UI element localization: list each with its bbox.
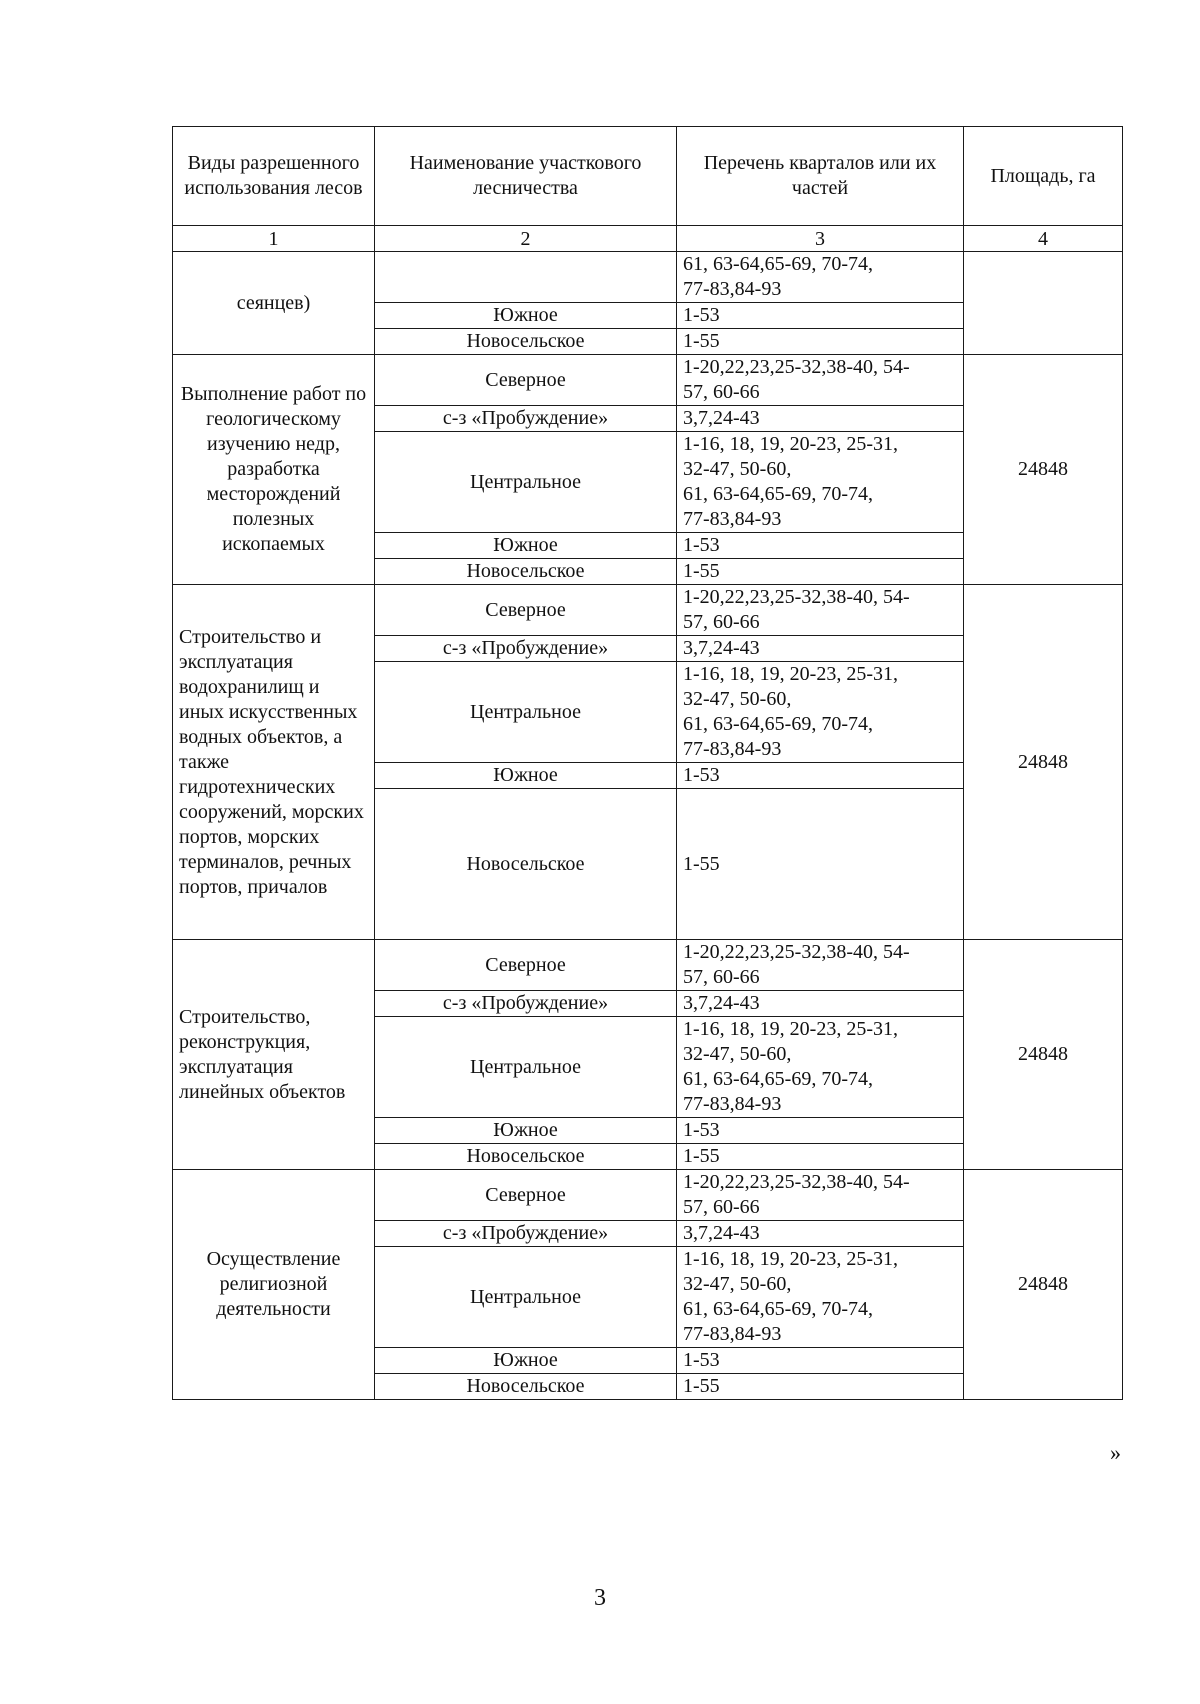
area-cell: 24848 bbox=[964, 1170, 1123, 1400]
quarters-cell: 1-20,22,23,25-32,38-40, 54- 57, 60-66 bbox=[677, 585, 964, 636]
quarters-cell: 1-16, 18, 19, 20-23, 25-31, 32-47, 50-60, 61, 63-64,65-69, 70-74, 77-83,84-93 bbox=[677, 432, 964, 533]
quarters-cell: 1-20,22,23,25-32,38-40, 54- 57, 60-66 bbox=[677, 355, 964, 406]
column-number: 1 bbox=[173, 226, 375, 252]
forestry-name-cell: Центральное bbox=[375, 432, 677, 533]
forestry-name-cell: Южное bbox=[375, 533, 677, 559]
forestry-name-cell bbox=[375, 252, 677, 303]
area-cell: 24848 bbox=[964, 355, 1123, 585]
table-body bbox=[173, 252, 1123, 1400]
area-cell bbox=[964, 252, 1123, 355]
use-type-cell: Строительство и эксплуатация водохранилищ и иных искусственных водных объектов, а также гидротехнических сооружений, морских портов, морских терминалов, речных портов, причалов bbox=[173, 585, 375, 940]
column-number: 2 bbox=[375, 226, 677, 252]
forestry-name-cell: с-з «Пробуждение» bbox=[375, 636, 677, 662]
forestry-name-cell: Южное bbox=[375, 763, 677, 789]
page-number: 3 bbox=[594, 1585, 606, 1611]
quarters-cell: 3,7,24-43 bbox=[677, 991, 964, 1017]
quarters-cell: 1-53 bbox=[677, 533, 964, 559]
use-type-cell: Строительство, реконструкция, эксплуатация линейных объектов bbox=[173, 940, 375, 1170]
quarters-cell: 1-16, 18, 19, 20-23, 25-31, 32-47, 50-60, 61, 63-64,65-69, 70-74, 77-83,84-93 bbox=[677, 662, 964, 763]
quarters-cell: 1-53 bbox=[677, 1348, 964, 1374]
quarters-cell: 1-53 bbox=[677, 1118, 964, 1144]
forest-use-table bbox=[172, 126, 1123, 1400]
header-use-type: Виды разрешенного использования лесов bbox=[173, 127, 375, 226]
quarters-cell: 1-55 bbox=[677, 1374, 964, 1400]
forestry-name-cell: Южное bbox=[375, 303, 677, 329]
area-cell: 24848 bbox=[964, 585, 1123, 940]
table-row bbox=[173, 355, 1123, 406]
forestry-name-cell: Южное bbox=[375, 1118, 677, 1144]
quarters-cell: 1-55 bbox=[677, 789, 964, 940]
table-row bbox=[173, 1170, 1123, 1221]
forestry-name-cell: Новосельское bbox=[375, 1144, 677, 1170]
use-type-cell: Выполнение работ по геологическому изучению недр, разработка месторождений полезных ископаемых bbox=[173, 355, 375, 585]
forestry-name-cell: Центральное bbox=[375, 1247, 677, 1348]
header-forestry-name: Наименование участкового лесничества bbox=[375, 127, 677, 226]
header-area: Площадь, га bbox=[964, 127, 1123, 226]
use-type-cell: сеянцев) bbox=[173, 252, 375, 355]
forestry-name-cell: Центральное bbox=[375, 662, 677, 763]
table-header-row bbox=[173, 127, 1123, 226]
forestry-name-cell: Новосельское bbox=[375, 329, 677, 355]
quarters-cell: 1-53 bbox=[677, 763, 964, 789]
quarters-cell: 1-16, 18, 19, 20-23, 25-31, 32-47, 50-60, 61, 63-64,65-69, 70-74, 77-83,84-93 bbox=[677, 1247, 964, 1348]
forestry-name-cell: Северное bbox=[375, 1170, 677, 1221]
use-type-cell: Осуществление религиозной деятельности bbox=[173, 1170, 375, 1400]
table-row bbox=[173, 940, 1123, 991]
forestry-name-cell: с-з «Пробуждение» bbox=[375, 406, 677, 432]
forestry-name-cell: Центральное bbox=[375, 1017, 677, 1118]
forestry-name-cell: Северное bbox=[375, 585, 677, 636]
quarters-cell: 1-55 bbox=[677, 559, 964, 585]
forestry-name-cell: Северное bbox=[375, 355, 677, 406]
column-number: 3 bbox=[677, 226, 964, 252]
quarters-cell: 1-20,22,23,25-32,38-40, 54- 57, 60-66 bbox=[677, 1170, 964, 1221]
quarters-cell: 1-16, 18, 19, 20-23, 25-31, 32-47, 50-60, 61, 63-64,65-69, 70-74, 77-83,84-93 bbox=[677, 1017, 964, 1118]
header-quarters-list: Перечень кварталов или их частей bbox=[677, 127, 964, 226]
quarters-cell: 1-55 bbox=[677, 1144, 964, 1170]
quarters-cell: 3,7,24-43 bbox=[677, 1221, 964, 1247]
quarters-cell: 3,7,24-43 bbox=[677, 406, 964, 432]
forestry-name-cell: Новосельское bbox=[375, 559, 677, 585]
quarters-cell: 1-20,22,23,25-32,38-40, 54- 57, 60-66 bbox=[677, 940, 964, 991]
column-number: 4 bbox=[964, 226, 1123, 252]
forestry-name-cell: с-з «Пробуждение» bbox=[375, 991, 677, 1017]
quarters-cell: 1-53 bbox=[677, 303, 964, 329]
quarters-cell: 61, 63-64,65-69, 70-74, 77-83,84-93 bbox=[677, 252, 964, 303]
table-row bbox=[173, 252, 1123, 303]
forestry-name-cell: Северное bbox=[375, 940, 677, 991]
forestry-name-cell: с-з «Пробуждение» bbox=[375, 1221, 677, 1247]
column-number-row bbox=[173, 226, 1123, 252]
forestry-name-cell: Новосельское bbox=[375, 789, 677, 940]
table-row bbox=[173, 585, 1123, 636]
quarters-cell: 1-55 bbox=[677, 329, 964, 355]
forestry-name-cell: Южное bbox=[375, 1348, 677, 1374]
area-cell: 24848 bbox=[964, 940, 1123, 1170]
quarters-cell: 3,7,24-43 bbox=[677, 636, 964, 662]
closing-quote: » bbox=[1110, 1440, 1121, 1465]
forestry-name-cell: Новосельское bbox=[375, 1374, 677, 1400]
